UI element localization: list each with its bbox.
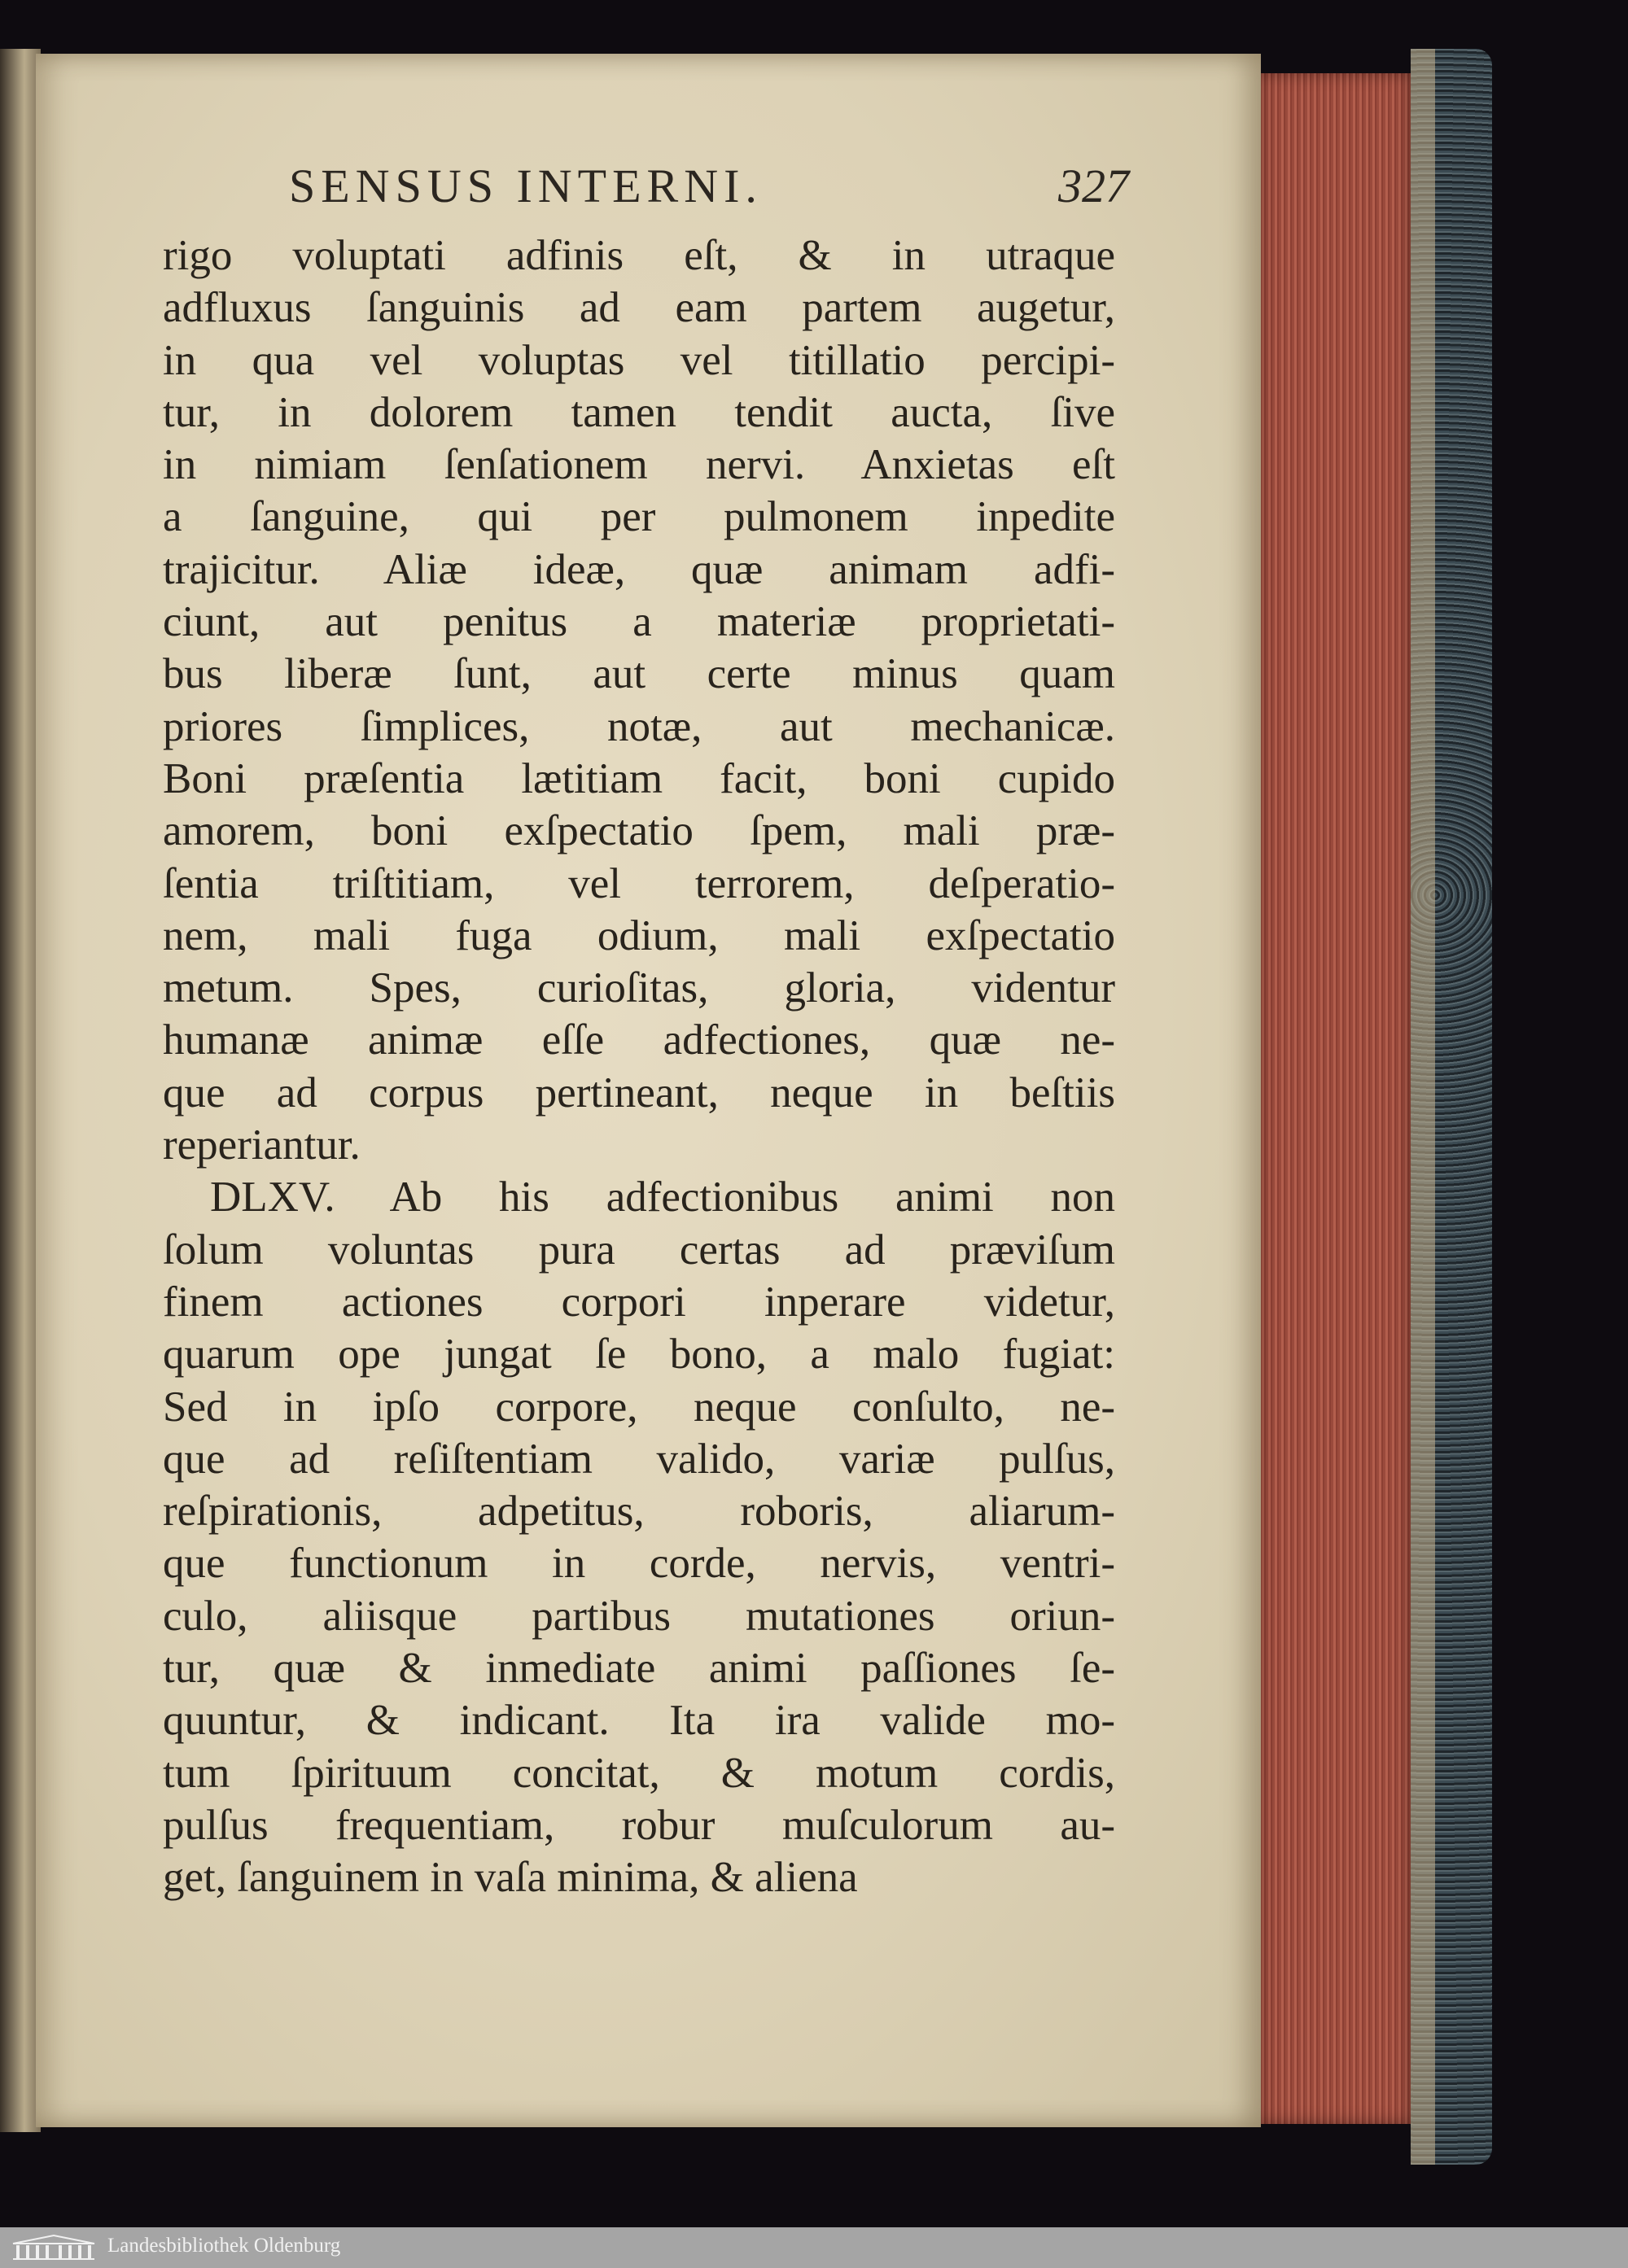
text-line: reperiantur.	[163, 1121, 361, 1169]
text-line: tum ſpirituum concitat, & motum cordis,	[163, 1749, 1115, 1797]
text-line: Sed in ipſo corpore, neque conſulto, ne-	[163, 1383, 1115, 1431]
text-line: quuntur, & indicant. Ita ira valide mo-	[163, 1697, 1115, 1745]
red-page-edges	[1259, 73, 1411, 2124]
text-line: in nimiam ſenſationem nervi. Anxietas eſt	[163, 441, 1115, 489]
text-line: nem, mali fuga odium, mali exſpectatio	[163, 911, 1115, 959]
text-line: pulſus frequentiam, robur muſculorum au-	[163, 1801, 1115, 1849]
text-line: in qua vel voluptas vel titillatio percipi-	[163, 336, 1115, 384]
text-line: que ad corpus pertineant, neque in beſtiis	[163, 1068, 1115, 1117]
cover-edge	[1411, 49, 1435, 2165]
text-line: get, ſanguinem in vaſa minima, & aliena	[163, 1854, 858, 1902]
text-line: quarum ope jungat ſe bono, a malo fugiat:	[163, 1331, 1115, 1379]
text-line: ſolum voluntas pura certas ad præviſum	[163, 1226, 1115, 1274]
text-line: bus liberæ ſunt, aut certe minus quam	[163, 650, 1115, 698]
text-line: rigo voluptati adfinis eſt, & in utraque	[163, 232, 1115, 279]
previous-page-edge	[0, 49, 41, 2132]
text-line: ſentia triſtitiam, vel terrorem, deſperatio-	[163, 859, 1115, 907]
text-line: priores ſimplices, notæ, aut mechanicæ.	[163, 702, 1115, 750]
text-line: tur, quæ & inmediate animi paſſiones ſe-	[163, 1645, 1115, 1693]
text-line: DLXV. Ab his adfectionibus animi non	[210, 1173, 1115, 1221]
text-line: amorem, boni exſpectatio ſpem, mali præ-	[163, 807, 1115, 855]
page-number: 327	[1058, 160, 1129, 212]
text-line: que functionum in corde, nervis, ventri-	[163, 1540, 1115, 1588]
footer-bar	[0, 2227, 1628, 2268]
text-line: trajicitur. Aliæ ideæ, quæ animam adfi-	[163, 545, 1115, 593]
text-line: tur, in dolorem tamen tendit aucta, ſive	[163, 388, 1115, 436]
library-name: Landesbibliothek Oldenburg	[107, 2235, 341, 2257]
body-text	[163, 229, 1115, 1904]
running-head: SENSUS INTERNI.	[289, 160, 763, 212]
text-line: finem actiones corpori inperare videtur,	[163, 1278, 1115, 1326]
text-line: adfluxus ſanguinis ad eam partem augetur,	[163, 284, 1115, 332]
text-line: que ad reſiſtentiam valido, variæ pulſus,	[163, 1435, 1115, 1483]
text-line: reſpirationis, adpetitus, roboris, aliarum-	[163, 1488, 1115, 1536]
library-building-logo	[10, 2234, 98, 2261]
text-line: culo, aliisque partibus mutationes oriun-	[163, 1592, 1115, 1640]
text-line: a ſanguine, qui per pulmonem inpedite	[163, 493, 1115, 541]
text-line: humanæ animæ eſſe adfectiones, quæ ne-	[163, 1016, 1115, 1064]
text-line: ciunt, aut penitus a materiæ proprietati-	[163, 598, 1115, 646]
text-line: Boni præſentia lætitiam facit, boni cupido	[163, 754, 1115, 802]
text-line: metum. Spes, curioſitas, gloria, videntur	[163, 964, 1115, 1012]
